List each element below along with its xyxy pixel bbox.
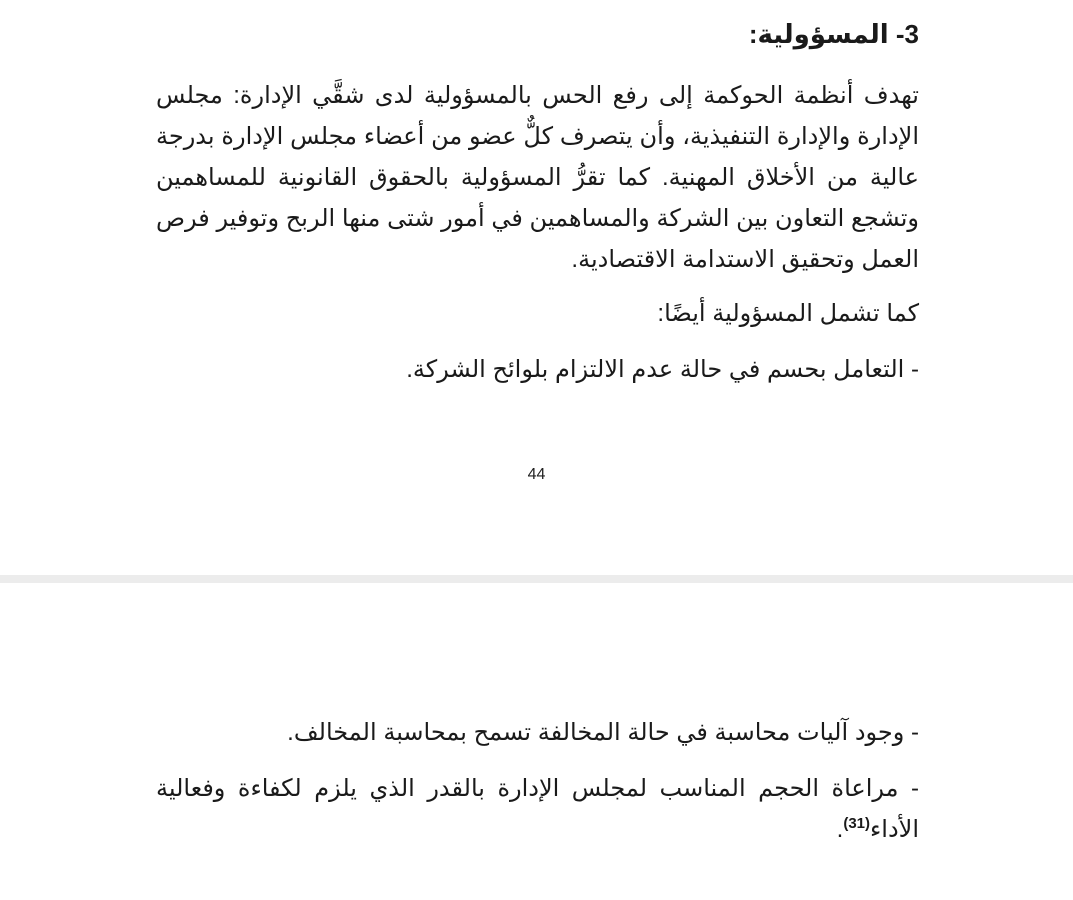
bullet-item: - التعامل بحسم في حالة عدم الالتزام بلوائح الشركة.: [406, 356, 919, 383]
footnote-reference[interactable]: (31): [843, 815, 870, 832]
bullet-item: - وجود آليات محاسبة في حالة المخالفة تسمح بمحاسبة المخالف.: [287, 719, 919, 746]
bullet-text: - مراعاة الحجم المناسب لمجلس الإدارة بالقدر الذي يلزم لكفاءة وفعالية الأداء: [156, 775, 919, 843]
page-number: 44: [527, 466, 546, 483]
page-separator: [0, 575, 1073, 583]
bullet-item: [156, 768, 919, 850]
paragraph-responsibility: تهدف أنظمة الحوكمة إلى رفع الحس بالمسؤولية لدى شقَّي الإدارة: مجلس الإدارة والإدارة التنفيذية، وأن يتصرف كلٌّ عضو من أعضاء مجلس الإدارة بدرجة عالية من الأخلاق المهنية. كما تقرُّ المسؤولية بالحقوق القانونية للمساهمين وتشجع التعاون بين الشركة والمساهمين في أمور شتى منها الربح وتوفير فرص العمل وتحقيق الاستدامة الاقتصادية.: [156, 82, 919, 273]
bullet-end-punctuation: .: [836, 816, 844, 843]
section-heading: 3- المسؤولية:: [748, 19, 919, 49]
paragraph-includes: كما تشمل المسؤولية أيضًا:: [657, 300, 919, 327]
